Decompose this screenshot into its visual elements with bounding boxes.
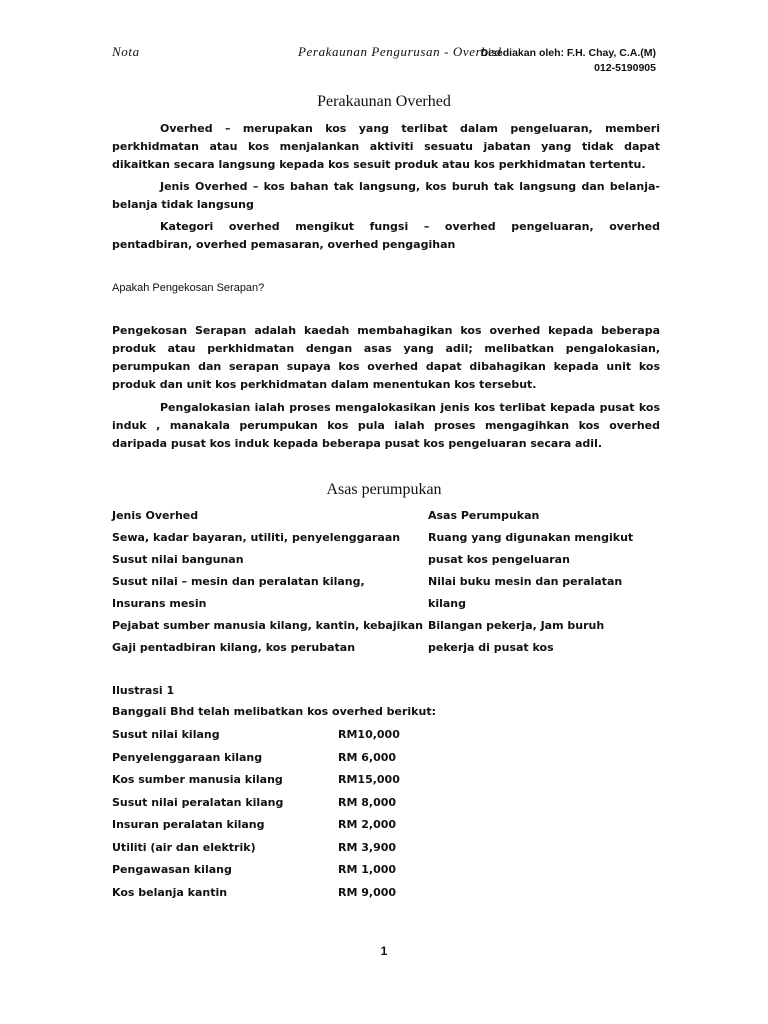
- cost-item-amount: RM 6,000: [338, 750, 397, 764]
- list-item: [112, 859, 432, 882]
- apportionment-basis-row: Ruang yang digunakan mengikut: [428, 531, 634, 544]
- apportionment-basis-row: pekerja di pusat kos: [428, 641, 554, 654]
- overhead-type-row: Gaji pentadbiran kilang, kos perubatan: [112, 641, 356, 654]
- cost-item-amount: RM 9,000: [338, 885, 397, 899]
- cost-item-label: Insuran peralatan kilang: [112, 818, 265, 831]
- overhead-type-row: Sewa, kadar bayaran, utiliti, penyelenggaraan: [112, 531, 401, 544]
- header-prepared-by: Disediakan oleh: F.H. Chay, C.A.(M): [480, 47, 656, 59]
- cost-item-amount: RM 2,000: [338, 818, 397, 831]
- apportionment-basis-row: Nilai buku mesin dan peralatan: [428, 575, 623, 588]
- overhead-type-row: Pejabat sumber manusia kilang, kantin, kebajikan: [112, 619, 423, 632]
- list-item: [112, 882, 432, 905]
- cost-item-label: Susut nilai kilang: [112, 728, 220, 741]
- cost-item-amount: RM 1,000: [338, 863, 397, 876]
- apportionment-basis-row: pusat kos pengeluaran: [428, 553, 570, 566]
- allocation-paragraph: Pengalokasian ialah proses mengalokasikan jenis kos terlibat kepada pusat kos induk , manakala perumpukan kos pula ialah proses mengagihkan kos overhed daripada pusat kos induk kepada beberapa pusat kos pengeluaran secara adil.: [112, 401, 660, 450]
- overhead-types-column: [112, 505, 423, 659]
- illustration-title: Ilustrasi 1: [112, 684, 175, 697]
- overhead-type-row: Susut nilai – mesin dan peralatan kilang,: [112, 575, 365, 588]
- apportionment-basis-row: Bilangan pekerja, Jam buruh: [428, 619, 605, 632]
- list-item: [112, 814, 432, 837]
- list-item: [112, 769, 432, 792]
- header-author-block: [481, 46, 656, 76]
- question-heading: Apakah Pengekosan Serapan?: [112, 282, 265, 294]
- cost-item-amount: RM 8,000: [338, 795, 397, 809]
- page-title: Perakaunan Overhed: [317, 93, 451, 110]
- page-number: 1: [380, 944, 388, 958]
- cost-item-label: Susut nilai peralatan kilang: [112, 795, 284, 809]
- overhead-cost-list: [112, 724, 432, 904]
- cost-item-label: Kos sumber manusia kilang: [112, 773, 283, 786]
- overhead-type-row: Susut nilai bangunan: [112, 553, 244, 566]
- apportionment-basis-row: kilang: [428, 597, 466, 610]
- intro-paragraph-types: Jenis Overhed – kos bahan tak langsung, kos buruh tak langsung dan belanja-belanja tidak langsung: [112, 180, 660, 211]
- cost-item-amount: RM10,000: [338, 728, 400, 741]
- apportionment-basis-column: [428, 505, 633, 659]
- overhead-types-header: Jenis Overhed: [112, 509, 199, 522]
- cost-item-label: Pengawasan kilang: [112, 863, 232, 876]
- header-subject: Perakaunan Pengurusan - Overhed: [298, 44, 502, 59]
- illustration-intro: Banggali Bhd telah melibatkan kos overhed berikut:: [112, 705, 436, 718]
- list-item: [112, 837, 432, 860]
- overhead-type-row: Insurans mesin: [112, 597, 207, 610]
- cost-item-label: Kos belanja kantin: [112, 885, 228, 899]
- section-title-apportionment: Asas perumpukan: [326, 481, 442, 498]
- cost-item-label: Penyelenggaraan kilang: [112, 750, 263, 764]
- header-note-label: Nota: [112, 44, 140, 59]
- cost-item-amount: RM 3,900: [338, 840, 397, 854]
- absorption-paragraph: Pengekosan Serapan adalah kaedah membahagikan kos overhed kepada beberapa produk atau perkhidmatan dengan asas yang adil; melibatkan pengalokasian, perumpukan dan serapan supaya kos overhed dapat dibahagikan kepada unit kos produk dan unit kos perkhidmatan dalam menentukan kos tersebut.: [112, 324, 660, 391]
- cost-item-amount: RM15,000: [338, 773, 400, 786]
- list-item: [112, 792, 432, 815]
- intro-paragraph-categories: Kategori overhed mengikut fungsi – overhed pengeluaran, overhed pentadbiran, overhed pemasaran, overhed pengagihan: [112, 220, 660, 251]
- cost-item-label: Utiliti (air dan elektrik): [112, 840, 256, 854]
- apportionment-basis-header: Asas Perumpukan: [428, 509, 540, 522]
- list-item: [112, 724, 432, 747]
- list-item: [112, 747, 432, 770]
- header-phone: 012-5190905: [594, 62, 656, 74]
- intro-paragraph-definition: Overhed – merupakan kos yang terlibat dalam pengeluaran, memberi perkhidmatan atau kos menjalankan aktiviti sesuatu jabatan yang tidak dapat dikaitkan secara langsung kepada kos sesuit produk atau kos perkhidmatan tertentu.: [112, 122, 660, 171]
